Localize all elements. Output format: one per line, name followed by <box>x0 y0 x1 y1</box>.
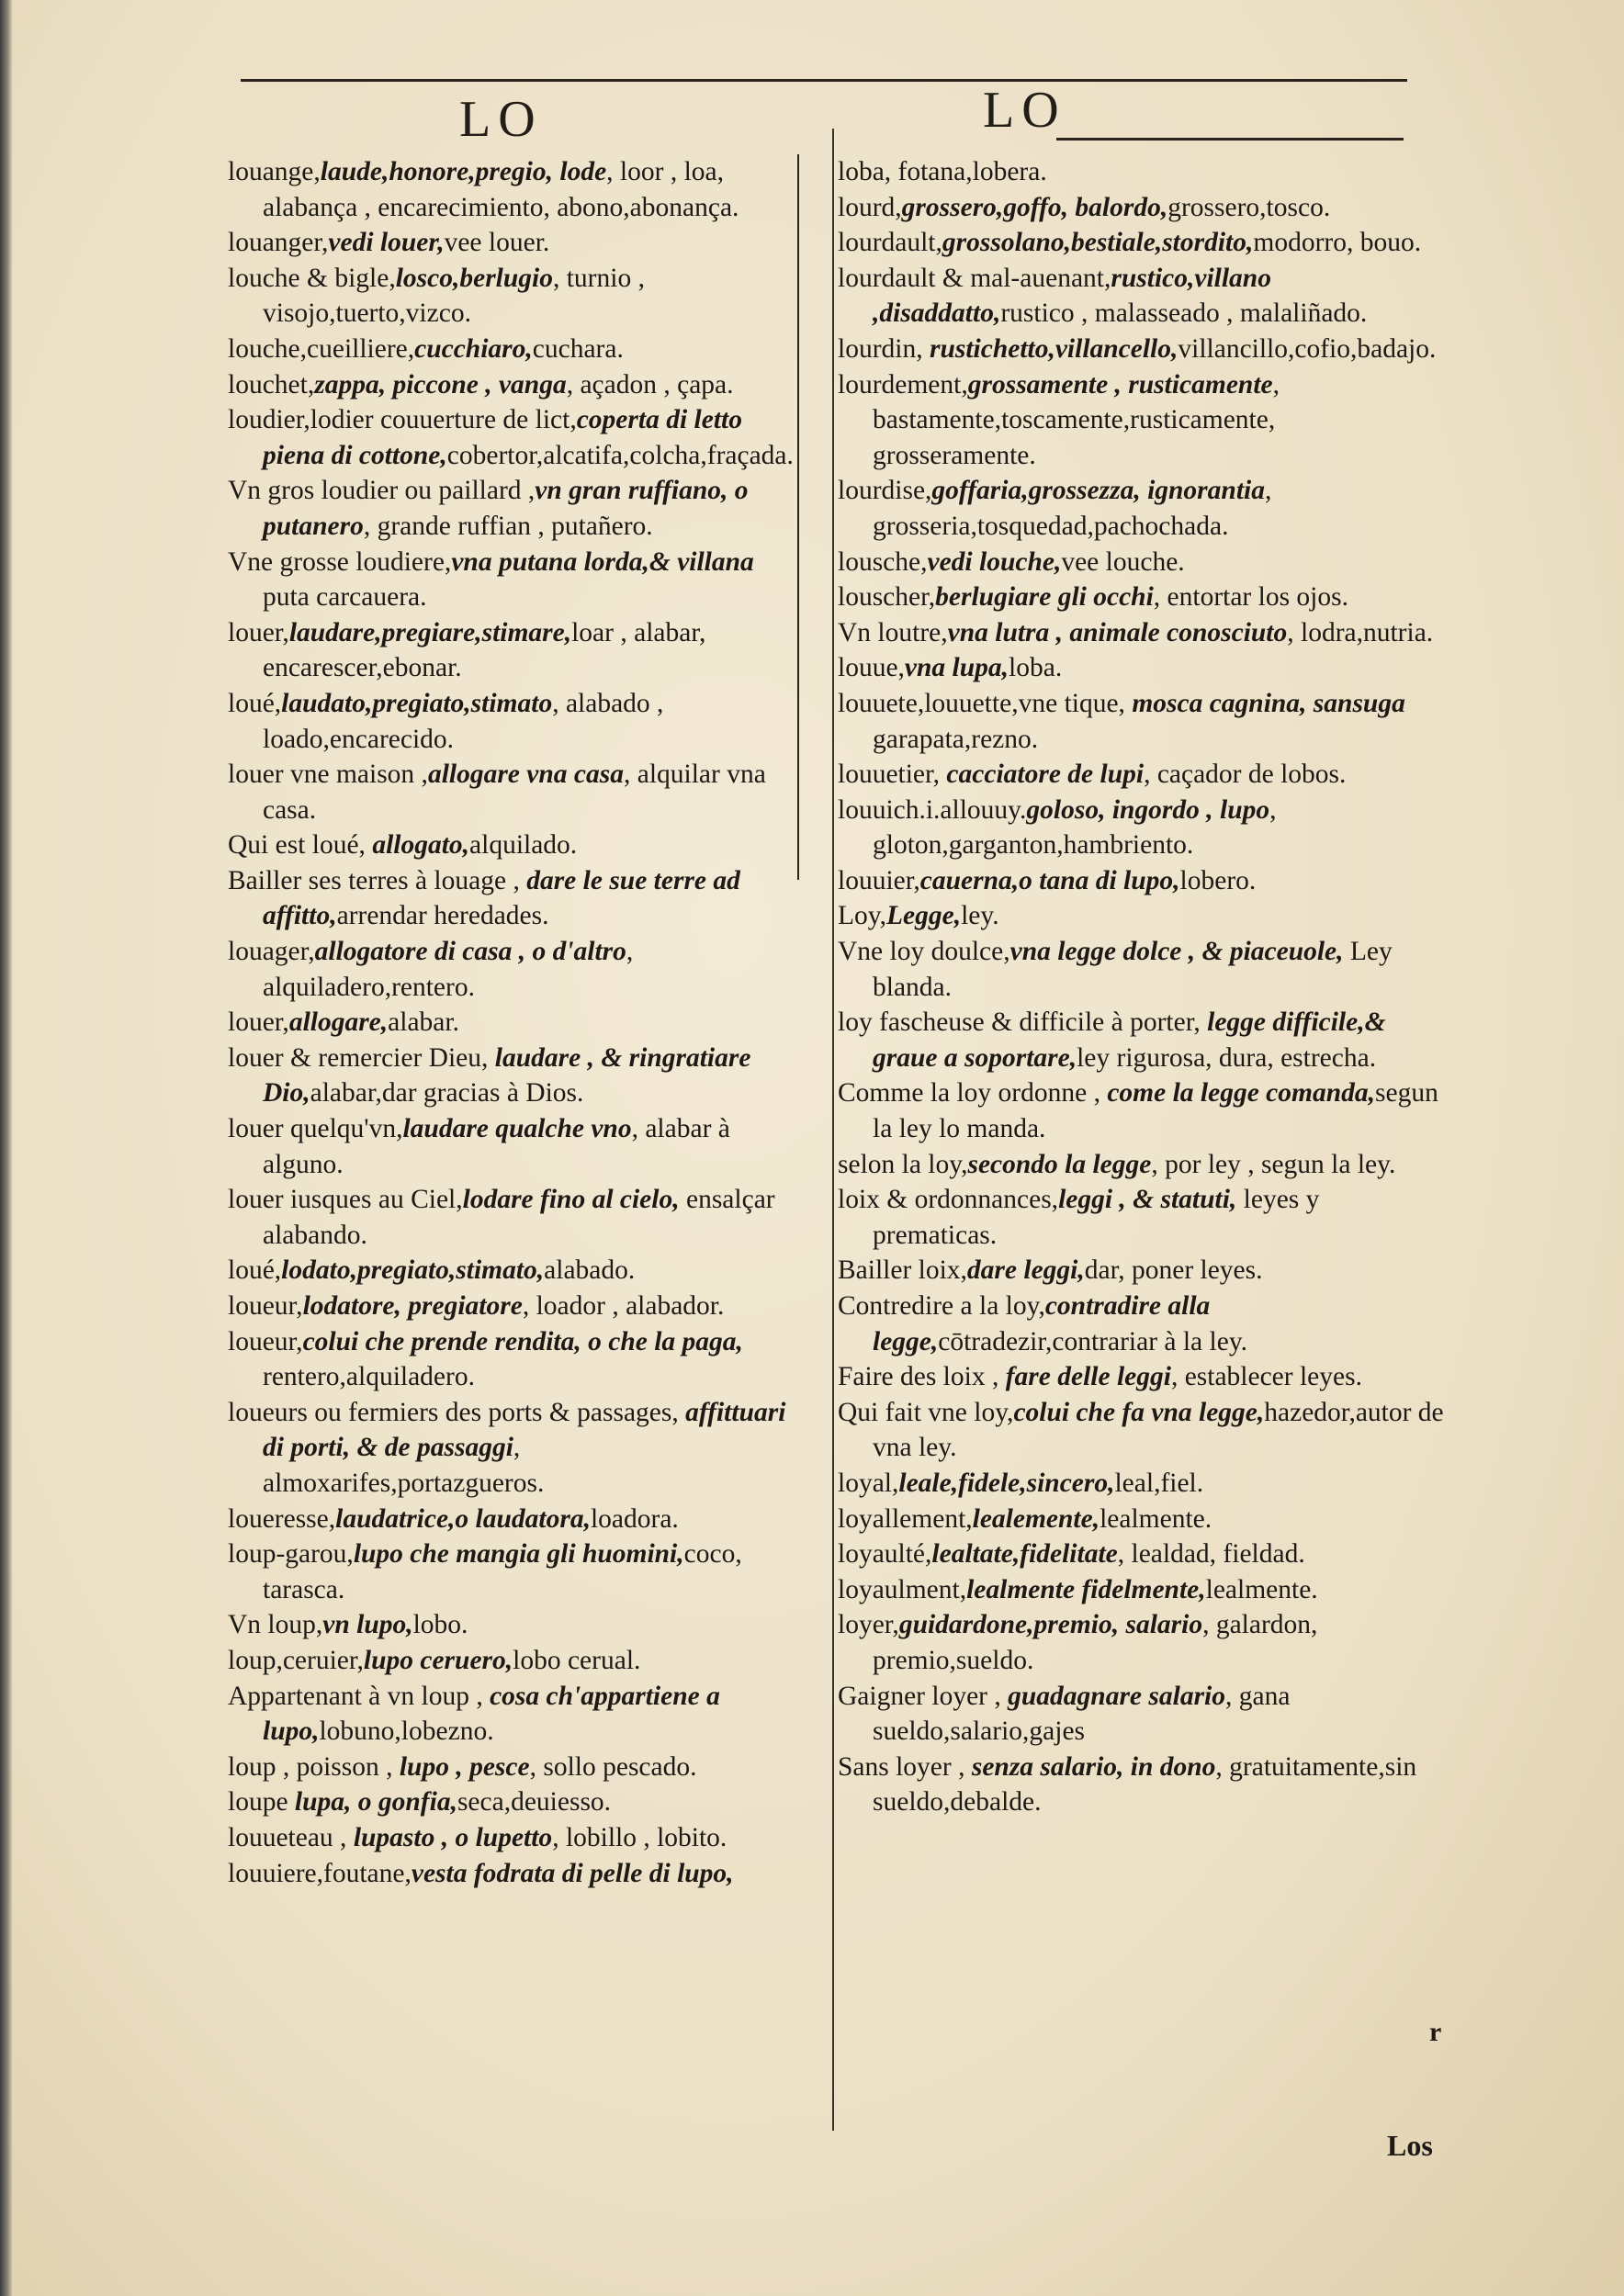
entry-italian: cacciatore de lupi <box>946 760 1145 790</box>
entry-italian: vn lupo, <box>322 1610 413 1640</box>
entry-italian: berlugiare gli occhi <box>935 582 1154 613</box>
dictionary-entry <box>838 332 1444 367</box>
entry-italian: vedi louche, <box>927 546 1062 577</box>
entry-italian: laudare qualche vno <box>402 1114 632 1144</box>
dictionary-entry <box>838 261 1444 332</box>
entry-spanish: rentero,alquiladero. <box>263 1362 475 1392</box>
entry-headword: Qui est loué, <box>228 830 373 861</box>
dictionary-entry <box>228 1253 797 1289</box>
entry-spanish: , alquiladero,rentero. <box>263 937 634 1002</box>
dictionary-entry <box>228 757 797 827</box>
entry-italian: lealemente, <box>972 1503 1100 1534</box>
entry-italian: contradire alla legge, <box>873 1291 1211 1356</box>
dictionary-entry <box>228 261 797 332</box>
entry-spanish: , gana sueldo,salario,gajes <box>873 1681 1291 1747</box>
dictionary-entry <box>228 1679 797 1750</box>
dictionary-entry <box>838 225 1444 261</box>
entry-spanish: ley rigurosa, dura, estrecha. <box>1077 1042 1377 1073</box>
entry-italian: laudare,pregiare,stimare, <box>288 617 572 647</box>
dictionary-entry <box>838 1679 1444 1750</box>
entry-headword: louuier, <box>838 865 920 895</box>
header-rule-right <box>1056 138 1404 141</box>
entry-spanish: grossero,tosco. <box>1167 192 1331 222</box>
entry-italian: vesta fodrata di pelle di lupo, <box>411 1858 734 1888</box>
entry-italian: Legge, <box>885 901 962 931</box>
entry-italian: cucchiaro, <box>414 333 533 364</box>
entry-headword: loudier,lodier couuerture de lict, <box>228 405 577 435</box>
dictionary-entry <box>228 686 797 757</box>
entry-spanish: lobuno,lobezno. <box>319 1716 494 1747</box>
entry-italian: lupo , pesce <box>399 1751 530 1782</box>
entry-headword: Contredire a la loy, <box>838 1291 1045 1321</box>
entry-headword: louer vne maison , <box>228 760 428 790</box>
entry-spanish: , alabado , loado,encarecido. <box>263 688 664 754</box>
dictionary-entry <box>228 1502 797 1537</box>
signature-mark: r <box>1429 2017 1442 2047</box>
entry-italian: grossamente , rusticamente <box>967 369 1273 400</box>
dictionary-entry <box>228 332 797 367</box>
dictionary-entry <box>228 1820 797 1856</box>
dictionary-entry <box>838 1536 1444 1572</box>
entry-headword: louer iusques au Ciel, <box>228 1185 463 1215</box>
entry-spanish: lobo. <box>412 1610 468 1640</box>
dictionary-entry <box>838 1607 1444 1678</box>
dictionary-entry <box>228 1750 797 1785</box>
dictionary-entry <box>228 1536 797 1607</box>
entry-italian: dare leggi, <box>966 1255 1085 1286</box>
dictionary-entry <box>838 580 1444 615</box>
entry-italian: rustico,villano ,disaddatto, <box>873 263 1271 329</box>
dictionary-entry <box>228 1324 797 1395</box>
entry-spanish: arrendar heredades. <box>336 901 549 931</box>
entry-headword: louuetier, <box>838 760 947 790</box>
dictionary-entry <box>838 863 1444 899</box>
entry-spanish: , entortar los ojos. <box>1153 582 1348 613</box>
entry-spanish: leyes y prematicas. <box>873 1185 1320 1250</box>
dictionary-entry <box>228 1041 797 1111</box>
entry-headword: loup,ceruier, <box>228 1645 364 1675</box>
entry-spanish: ensalçar alabando. <box>263 1185 775 1250</box>
entry-italian: secondo la legge <box>967 1149 1152 1179</box>
entry-headword: Faire des loix , <box>838 1362 1006 1392</box>
entry-headword: Sans loyer , <box>838 1751 972 1782</box>
entry-italian: lupa, o gonfia, <box>294 1787 457 1818</box>
entry-headword: louer & remercier Dieu, <box>228 1042 495 1073</box>
dictionary-entry <box>838 757 1444 793</box>
entry-spanish: , caçador de lobos. <box>1144 760 1347 790</box>
dictionary-entry <box>228 367 797 403</box>
dictionary-entry <box>838 545 1444 580</box>
entry-spanish: garapata,rezno. <box>873 724 1039 754</box>
entry-spanish: villancillo,cofio,badajo. <box>1178 333 1437 364</box>
dictionary-entry <box>838 650 1444 686</box>
entry-headword: Qui fait vne loy, <box>838 1397 1014 1427</box>
entry-spanish: hazedor,autor de vna ley. <box>873 1397 1444 1463</box>
dictionary-entry <box>228 863 797 934</box>
entry-headword: louscher, <box>838 582 936 613</box>
entry-headword: loyallement, <box>838 1503 973 1534</box>
entry-headword: lourdise, <box>838 476 932 506</box>
entry-italian: vna lupa, <box>904 653 1009 683</box>
entry-italian: lealmente fidelmente, <box>966 1574 1206 1604</box>
entry-spanish: , grosseria,tosquedad,pachochada. <box>873 476 1272 541</box>
entry-headword: loy fascheuse & difficile à porter, <box>838 1007 1208 1038</box>
dictionary-entry <box>838 190 1444 226</box>
entry-headword: louuete,louuette,vne tique, <box>838 688 1133 718</box>
entry-headword: louanger, <box>228 228 329 258</box>
entry-italian: colui che prende rendita, o che la paga, <box>302 1326 743 1356</box>
right-column <box>838 154 1444 1820</box>
dictionary-entry <box>838 1359 1444 1395</box>
entry-headword: Vn loup, <box>228 1610 323 1640</box>
entry-headword: loueurs ou fermiers des ports & passages, <box>228 1397 686 1427</box>
entry-spanish: loadora. <box>590 1503 679 1534</box>
column-divider <box>832 129 834 2131</box>
entry-italian: vedi louer, <box>328 228 445 258</box>
entry-italian: allogare, <box>288 1007 389 1038</box>
entry-spanish: , gratuitamente,sin sueldo,debalde. <box>873 1751 1417 1818</box>
entry-spanish: lealmente. <box>1100 1503 1212 1534</box>
entry-spanish: , lealdad, fieldad. <box>1117 1539 1305 1570</box>
dictionary-entry <box>838 1750 1444 1820</box>
entry-spanish: coco, tarasca. <box>263 1539 742 1604</box>
dictionary-entry <box>838 154 1444 190</box>
entry-italian: mosca cagnina, sansuga <box>1132 688 1405 718</box>
entry-italian: lupasto , o lupetto <box>353 1822 553 1852</box>
entry-spanish: , establecer leyes. <box>1170 1362 1362 1392</box>
entry-headword: Loy, <box>838 901 886 931</box>
entry-spanish: , açadon , çapa. <box>566 369 734 400</box>
entry-italian: vn gran ruffiano, o putanero <box>263 476 749 541</box>
dictionary-entry <box>228 1005 797 1041</box>
entry-headword: Comme la loy ordonne , <box>838 1078 1108 1109</box>
entry-headword: louche & bigle, <box>228 263 396 293</box>
catchword: Los <box>1387 2129 1433 2162</box>
entry-spanish: puta carcauera. <box>263 582 427 613</box>
dictionary-entry <box>228 402 797 473</box>
entry-italian: goloso, ingordo , lupo <box>1026 794 1270 825</box>
dictionary-entry <box>838 793 1444 863</box>
entry-headword: loix & ordonnances, <box>838 1185 1059 1215</box>
dictionary-entry <box>838 1289 1444 1359</box>
entry-italian: lodatore, pregiatore <box>302 1291 523 1321</box>
entry-headword: loup , poisson , <box>228 1751 400 1782</box>
dictionary-entry <box>228 1784 797 1820</box>
entry-spanish: cuchara. <box>532 333 624 364</box>
entry-spanish: loba. <box>1009 653 1063 683</box>
entry-italian: lupo ceruero, <box>363 1645 513 1675</box>
entry-spanish: , loador , alabador. <box>522 1291 725 1321</box>
entry-spanish: alquilado. <box>469 830 578 861</box>
entry-italian: laude,honore,pregio, lode <box>320 157 607 186</box>
entry-spanish: lealmente. <box>1205 1574 1318 1604</box>
entry-spanish: , alabar à alguno. <box>263 1114 730 1179</box>
left-column <box>228 154 797 1891</box>
entry-spanish: dar, poner leyes. <box>1084 1255 1263 1286</box>
entry-italian: losco,berlugio <box>395 263 553 293</box>
entry-italian: allogatore di casa , o d'altro <box>314 937 626 967</box>
entry-italian: senza salario, in dono <box>971 1751 1216 1782</box>
entry-headword: selon la loy, <box>838 1149 968 1179</box>
entry-headword: lourd, <box>838 192 902 222</box>
entry-italian: grossero,goffo, balordo, <box>901 192 1168 222</box>
entry-headword: Appartenant à vn loup , <box>228 1681 491 1711</box>
dictionary-entry <box>228 1289 797 1324</box>
dictionary-entry <box>838 1253 1444 1289</box>
dictionary-entry <box>838 1075 1444 1146</box>
dictionary-entry <box>838 1502 1444 1537</box>
dictionary-entry <box>228 1607 797 1643</box>
entry-headword: Bailler loix, <box>838 1255 967 1286</box>
entry-italian: colui che fa vna legge, <box>1013 1397 1265 1427</box>
dictionary-entry <box>228 225 797 261</box>
entry-headword: Bailler ses terres à louage , <box>228 865 527 895</box>
entry-italian: allogato, <box>372 830 470 861</box>
entry-italian: laudato,pregiato,stimato <box>281 688 553 718</box>
entry-italian: legge difficile,& graue a soportare, <box>873 1007 1386 1073</box>
entry-italian: guadagnare salario <box>1008 1681 1225 1711</box>
entry-spanish: ley. <box>961 901 999 931</box>
entry-italian: lodato,pregiato,stimato, <box>281 1255 545 1286</box>
dictionary-entry <box>228 545 797 615</box>
entry-headword: louchet, <box>228 369 315 400</box>
entry-italian: grossolano,bestiale,stordito, <box>942 228 1254 258</box>
dictionary-entry <box>228 934 797 1005</box>
entry-headword: louue, <box>838 653 905 683</box>
header-rule <box>241 79 1407 82</box>
entry-headword: lourdault, <box>838 228 942 258</box>
entry-spanish: lobero. <box>1179 865 1257 895</box>
entry-spanish: , lobillo , lobito. <box>552 1822 727 1852</box>
entry-headword: loyer, <box>838 1610 899 1640</box>
entry-spanish: alabado. <box>544 1255 636 1286</box>
dictionary-entry <box>838 1395 1444 1466</box>
entry-italian: leale,fidele,sincero, <box>898 1468 1115 1498</box>
entry-italian: goffaria,grossezza, ignorantia <box>931 476 1265 506</box>
dictionary-entry <box>838 686 1444 757</box>
entry-spanish: , bastamente,toscamente,rusticamente, grosseramente. <box>873 369 1280 470</box>
entry-spanish: , loor , loa, alabança , encarecimiento, abono,abonança. <box>263 157 739 222</box>
entry-italian: coperta di letto piena di cottone, <box>263 405 742 470</box>
entry-italian: leggi , & statuti, <box>1058 1185 1237 1215</box>
entry-spanish: cobertor,alcatifa,colcha,fraçada. <box>446 440 794 470</box>
entry-headword: louueteau , <box>228 1822 354 1852</box>
dictionary-entry <box>228 473 797 544</box>
running-head-left: LO <box>459 91 543 148</box>
entry-italian: laudatrice,o laudatora, <box>335 1503 591 1534</box>
entry-spanish: vee louche. <box>1061 546 1185 577</box>
entry-spanish: vee louer. <box>444 228 550 258</box>
entry-headword: louager, <box>228 937 315 967</box>
entry-headword: loyal, <box>838 1468 899 1498</box>
entry-spanish: rustico , malasseado , malaliñado. <box>1000 298 1368 329</box>
entry-italian: vna lutra , animale conosciuto <box>947 617 1288 647</box>
entry-headword: Vne loy doulce, <box>838 937 1010 967</box>
entry-italian: vna putana lorda,& villana <box>451 546 754 577</box>
entry-italian: fare delle leggi <box>1005 1362 1171 1392</box>
entry-headword: louuich.i.allouuy. <box>838 794 1027 825</box>
entry-headword: louer, <box>228 617 289 647</box>
dictionary-entry <box>838 934 1444 1005</box>
entry-italian: dare le sue terre ad affitto, <box>263 865 740 931</box>
entry-headword: Vne grosse loudiere, <box>228 546 452 577</box>
entry-spanish: , sollo pescado. <box>529 1751 697 1782</box>
entry-spanish: modorro, bouo. <box>1253 228 1422 258</box>
entry-spanish: , turnio , visojo,tuerto,vizco. <box>263 263 645 329</box>
entry-headword: Vn loutre, <box>838 617 948 647</box>
dictionary-entry <box>228 1182 797 1253</box>
entry-headword: louer, <box>228 1007 289 1038</box>
entry-headword: loué, <box>228 1255 282 1286</box>
entry-italian: vna legge dolce , & piaceuole, <box>1009 937 1344 967</box>
entry-headword: loba, fotana,lobera. <box>838 157 1047 186</box>
entry-headword: louche,cueilliere, <box>228 333 415 364</box>
entry-spanish: , almoxarifes,portazgueros. <box>263 1433 545 1498</box>
dictionary-entry <box>838 367 1444 474</box>
entry-spanish: , lodra,nutria. <box>1287 617 1434 647</box>
entry-spanish: loar , alabar, encarescer,ebonar. <box>263 617 706 683</box>
entry-italian: affittuari di porti, & de passaggi <box>263 1397 786 1463</box>
entry-headword: lourdault & mal-auenant, <box>838 263 1111 293</box>
entry-spanish: , grande ruffian , putañero. <box>363 511 653 541</box>
entry-headword: loué, <box>228 688 282 718</box>
entry-spanish: alabar. <box>388 1007 459 1038</box>
entry-spanish: , gloton,garganton,hambriento. <box>873 794 1277 861</box>
entry-spanish: alabar,dar gracias à Dios. <box>310 1078 584 1109</box>
entry-spanish: , por ley , segun la ley. <box>1151 1149 1396 1179</box>
entry-spanish: cōtradezir,contrariar à la ley. <box>938 1326 1248 1356</box>
entry-spanish: segun la ley lo manda. <box>873 1078 1438 1144</box>
entry-headword: lourdin, <box>838 333 930 364</box>
dictionary-entry <box>838 1147 1444 1183</box>
entry-italian: come la legge comanda, <box>1107 1078 1375 1109</box>
entry-italian: allogare vna casa <box>427 760 624 790</box>
entry-headword: loueur, <box>228 1326 303 1356</box>
entry-headword: louange, <box>228 157 321 186</box>
entry-headword: loupe <box>228 1787 295 1818</box>
dictionary-entry <box>838 1466 1444 1502</box>
column-divider-left <box>797 154 799 880</box>
entry-spanish: leal,fiel. <box>1114 1468 1204 1498</box>
running-head-right: LO <box>983 82 1066 139</box>
dictionary-entry <box>838 615 1444 651</box>
entry-italian: cosa ch'appartiene a lupo, <box>263 1681 720 1747</box>
entry-italian: guidardone,premio, salario <box>898 1610 1203 1640</box>
dictionary-entry <box>228 827 797 863</box>
entry-headword: loyaulment, <box>838 1574 967 1604</box>
entry-spanish: Ley blanda. <box>873 937 1393 1002</box>
entry-headword: louuiere,foutane, <box>228 1858 412 1888</box>
entry-spanish: , alquilar vna casa. <box>263 760 766 825</box>
dictionary-entry <box>228 154 797 225</box>
entry-headword: loup-garou, <box>228 1539 354 1570</box>
entry-headword: louer quelqu'vn, <box>228 1114 403 1144</box>
dictionary-entry <box>228 1395 797 1502</box>
entry-headword: loueresse, <box>228 1503 336 1534</box>
dictionary-entry <box>228 1111 797 1182</box>
entry-headword: lourdement, <box>838 369 968 400</box>
entry-headword: Gaigner loyer , <box>838 1681 1009 1711</box>
dictionary-entry <box>838 1182 1444 1253</box>
entry-italian: laudare , & ringratiare Dio, <box>263 1042 751 1109</box>
dictionary-entry <box>838 1572 1444 1608</box>
dictionary-entry <box>228 1643 797 1679</box>
entry-italian: lodare fino al cielo, <box>462 1185 680 1215</box>
entry-spanish: , galardon, premio,sueldo. <box>873 1610 1318 1675</box>
dictionary-entry <box>838 898 1444 934</box>
entry-italian: lealtate,fidelitate <box>931 1539 1118 1570</box>
entry-spanish: lobo cerual. <box>513 1645 641 1675</box>
dictionary-entry <box>228 615 797 686</box>
dictionary-entry <box>838 1005 1444 1075</box>
entry-italian: cauerna,o tana di lupo, <box>919 865 1180 895</box>
entry-headword: loueur, <box>228 1291 303 1321</box>
entry-headword: lousche, <box>838 546 928 577</box>
entry-italian: lupo che mangia gli huomini, <box>353 1539 684 1570</box>
entry-headword: loyaulté, <box>838 1539 932 1570</box>
entry-headword: Vn gros loudier ou paillard , <box>228 476 536 506</box>
page-gutter-shadow <box>0 0 13 2296</box>
entry-spanish: seca,deuiesso. <box>457 1787 612 1818</box>
dictionary-entry <box>838 473 1444 544</box>
entry-italian: zappa, piccone , vanga <box>314 369 567 400</box>
dictionary-entry <box>228 1856 797 1892</box>
entry-italian: rustichetto,villancello, <box>929 333 1179 364</box>
